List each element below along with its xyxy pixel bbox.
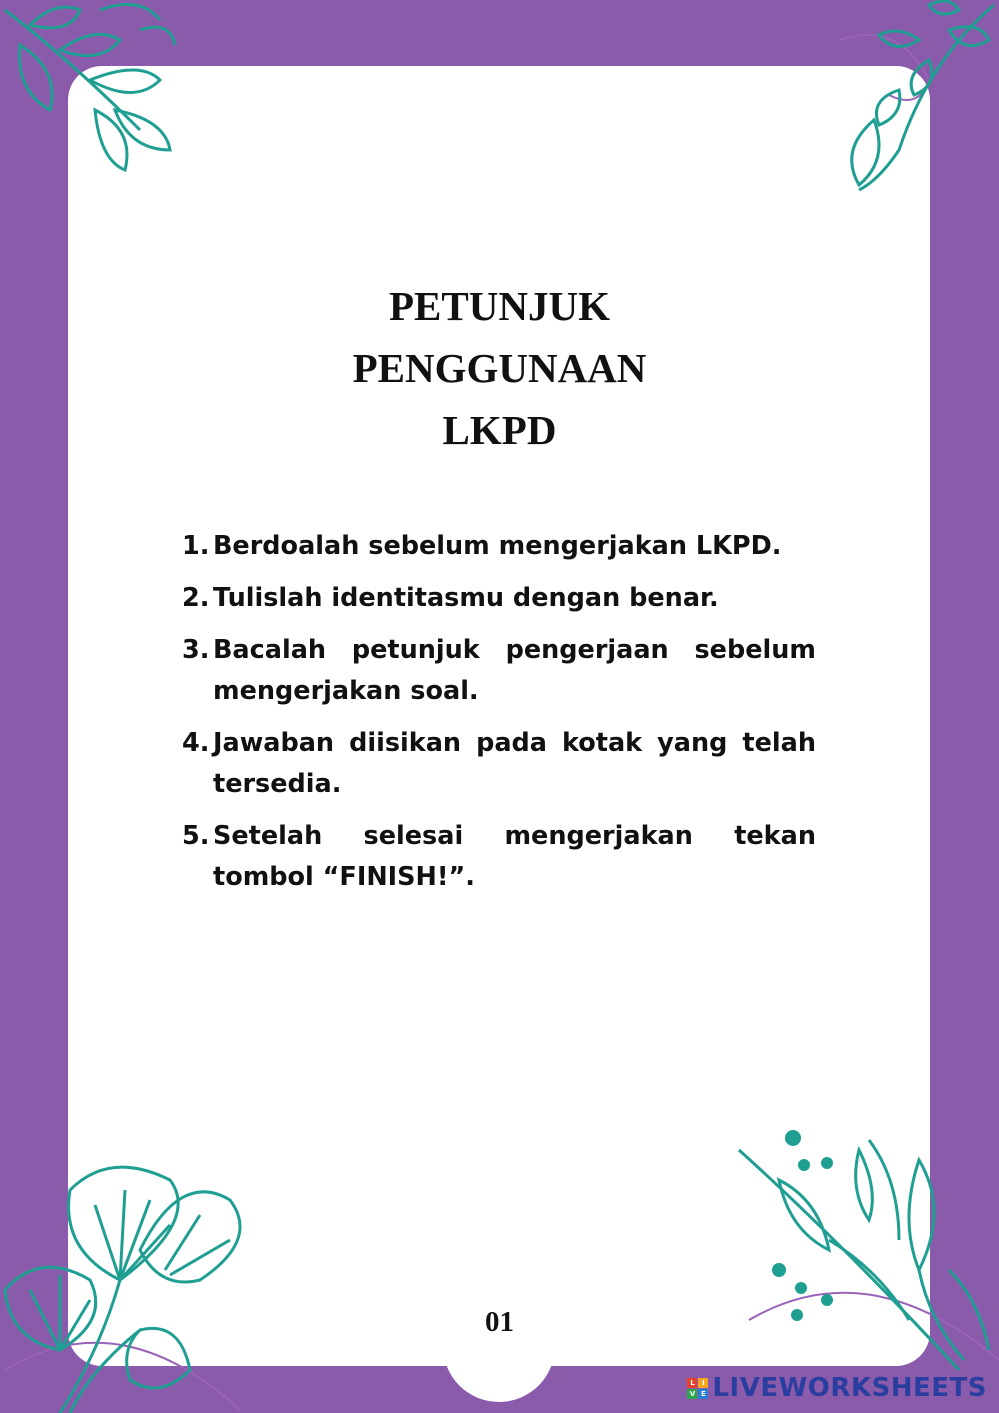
bottom-right-branch-decoration-icon — [719, 1120, 999, 1380]
top-left-leaf-decoration-icon — [0, 0, 230, 200]
top-right-leaf-decoration-icon — [779, 0, 999, 200]
liveworksheets-logo-icon: L I V E — [687, 1378, 708, 1399]
item-text: Setelah selesai mengerjakan tekan tombol “FINISH!”. — [213, 821, 816, 892]
item-number: 4. — [182, 728, 210, 758]
page-title — [0, 275, 999, 461]
title-line-1: PETUNJUK — [389, 283, 610, 329]
instruction-list — [182, 526, 816, 909]
list-item — [182, 723, 816, 805]
brand-text: LIVEWORKSHEETS — [712, 1373, 987, 1403]
item-number: 2. — [182, 583, 210, 613]
item-text: Tulislah identitasmu dengan benar. — [213, 583, 719, 613]
item-number: 5. — [182, 821, 210, 851]
item-number: 3. — [182, 635, 210, 665]
liveworksheets-brand — [687, 1373, 987, 1403]
item-text: Jawaban diisikan pada kotak yang telah tersedia. — [213, 728, 816, 799]
list-item — [182, 526, 816, 567]
page-number: 01 — [485, 1306, 514, 1338]
item-number: 1. — [182, 531, 210, 561]
list-item — [182, 816, 816, 898]
item-text: Bacalah petunjuk pengerjaan sebelum mengerjakan soal. — [213, 635, 816, 706]
bottom-left-ginkgo-decoration-icon — [0, 1130, 300, 1413]
list-item — [182, 578, 816, 619]
item-text: Berdoalah sebelum mengerjakan LKPD. — [213, 531, 782, 561]
title-line-3: LKPD — [442, 407, 557, 453]
list-item — [182, 630, 816, 712]
title-line-2: PENGGUNAAN — [352, 345, 647, 391]
